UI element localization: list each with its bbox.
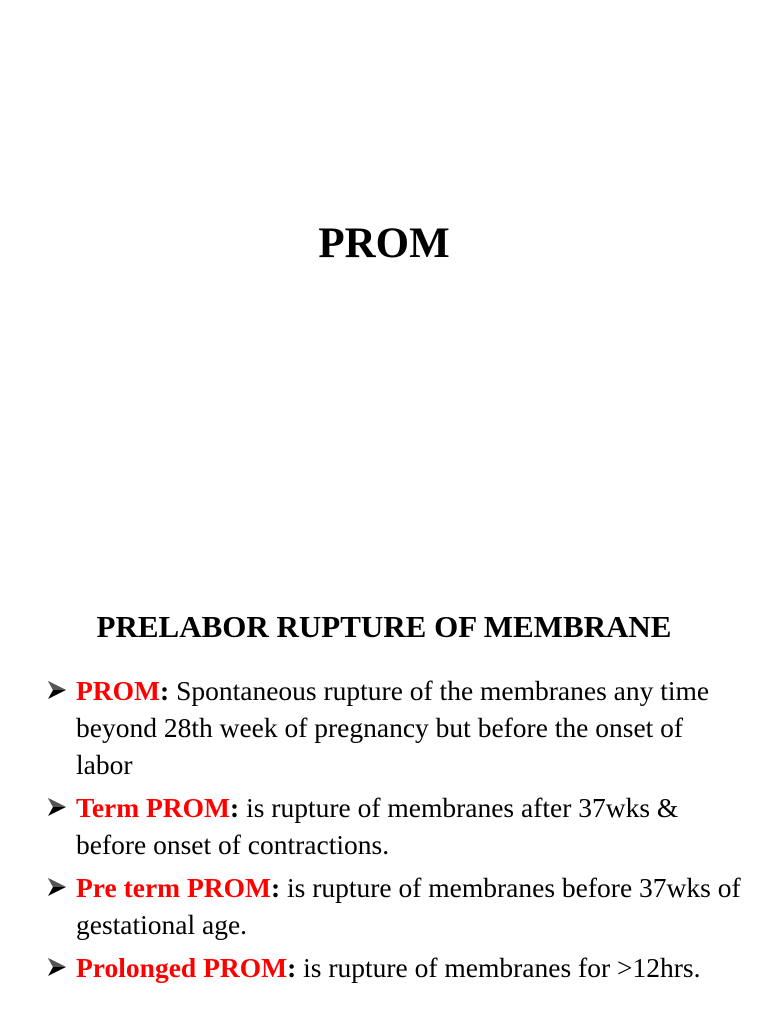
definition-term: Pre term PROM xyxy=(76,872,271,903)
arrow-bullet-icon xyxy=(46,876,68,898)
definition-list xyxy=(46,672,746,992)
definition-colon: : xyxy=(160,675,170,706)
definition-text: is rupture of membranes before 37wks of gestational age. xyxy=(76,872,741,940)
definition-text: is rupture of membranes after 37wks & before onset of contractions. xyxy=(76,792,679,860)
definition-term: PROM xyxy=(76,675,161,706)
definition-item-preterm-prom xyxy=(46,869,746,943)
arrow-bullet-icon xyxy=(46,956,68,978)
arrow-bullet-icon xyxy=(46,679,68,701)
definition-colon: : xyxy=(270,872,281,903)
section-heading: PRELABOR RUPTURE OF MEMBRANE xyxy=(96,609,672,644)
definition-item-prolonged-prom xyxy=(46,949,746,986)
slide-title: PROM xyxy=(318,220,450,267)
definition-text: is rupture of membranes for >12hrs. xyxy=(296,952,701,983)
definition-item-term-prom xyxy=(46,789,746,863)
definition-item-prom xyxy=(46,672,746,783)
arrow-bullet-icon xyxy=(46,796,68,818)
definition-colon: : xyxy=(287,952,297,983)
definition-text: Spontaneous rupture of the membranes any time beyond 28th week of pregnancy but before the onset of labor xyxy=(76,675,710,780)
definition-term: Term PROM xyxy=(76,792,231,823)
definition-term: Prolonged PROM xyxy=(76,952,288,983)
definition-colon: : xyxy=(230,792,240,823)
